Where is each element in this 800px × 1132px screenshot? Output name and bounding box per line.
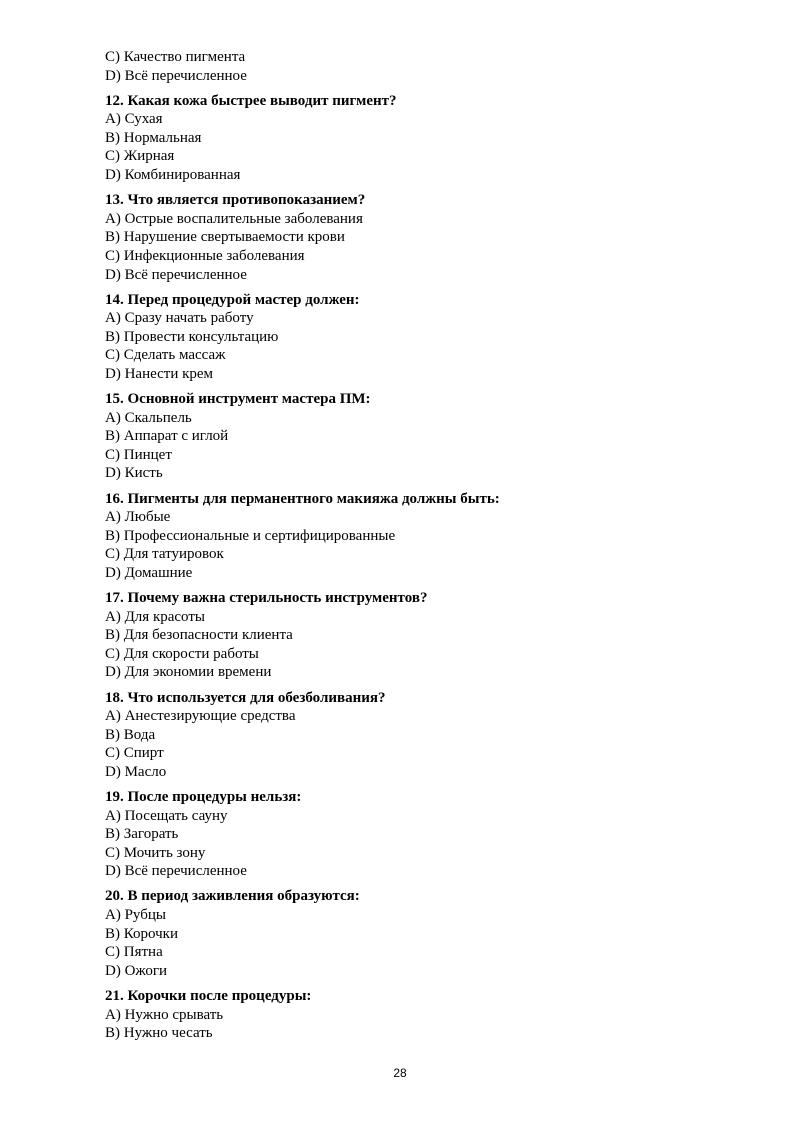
question-block (105, 92, 745, 185)
question-block (105, 48, 745, 85)
question-text: 13. Что является противопоказанием? (105, 192, 366, 209)
answer-option: A) Анестезирующие средства (105, 708, 296, 725)
answer-option: A) Любые (105, 509, 171, 526)
question-block (105, 887, 745, 980)
question-block (105, 589, 745, 682)
answer-option: B) Профессиональные и сертифицированные (105, 527, 396, 544)
question-text: 19. После процедуры нельзя: (105, 788, 302, 805)
answer-option: C) Спирт (105, 745, 164, 762)
question-text: 20. В период заживления образуются: (105, 888, 360, 905)
answer-option: B) Нужно чесать (105, 1025, 213, 1042)
answer-option: B) Загорать (105, 826, 179, 843)
answer-option: A) Нужно срывать (105, 1006, 224, 1023)
answer-option: D) Масло (105, 763, 167, 780)
answer-option: D) Ожоги (105, 962, 168, 979)
answer-option: A) Посещать сауну (105, 807, 228, 824)
answer-option: D) Комбинированная (105, 167, 241, 184)
question-block (105, 987, 745, 1043)
answer-option: A) Скальпель (105, 409, 192, 426)
answer-option: D) Всё перечисленное (105, 266, 247, 283)
answer-option: C) Пятна (105, 944, 163, 961)
question-block (105, 788, 745, 881)
question-text: 17. Почему важна стерильность инструментов? (105, 590, 428, 607)
answer-option: C) Мочить зону (105, 844, 206, 861)
answer-option: B) Вода (105, 726, 156, 743)
answer-option: B) Нарушение свертываемости крови (105, 229, 345, 246)
answer-option: B) Провести консультацию (105, 328, 279, 345)
answer-option: D) Всё перечисленное (105, 67, 247, 84)
question-block (105, 490, 745, 583)
question-text: 16. Пигменты для перманентного макияжа должны быть: (105, 490, 500, 507)
question-text: 21. Корочки после процедуры: (105, 987, 312, 1004)
answer-option: B) Для безопасности клиента (105, 627, 293, 644)
answer-option: C) Качество пигмента (105, 49, 246, 65)
answer-option: A) Сразу начать работу (105, 310, 254, 327)
question-text: 14. Перед процедурой мастер должен: (105, 291, 360, 308)
answer-option: C) Жирная (105, 148, 175, 165)
document-content (105, 48, 745, 1043)
answer-option: C) Сделать массаж (105, 347, 226, 364)
answer-option: C) Для татуировок (105, 546, 224, 563)
question-text: 15. Основной инструмент мастера ПМ: (105, 391, 371, 408)
question-block (105, 291, 745, 384)
answer-option: A) Сухая (105, 111, 163, 128)
answer-option: A) Острые воспалительные заболевания (105, 210, 363, 227)
answer-option: C) Инфекционные заболевания (105, 247, 305, 264)
answer-option: B) Нормальная (105, 129, 202, 146)
answer-option: A) Для красоты (105, 608, 205, 625)
answer-option: B) Корочки (105, 925, 178, 942)
question-block (105, 689, 745, 782)
question-text: 12. Какая кожа быстрее выводит пигмент? (105, 92, 397, 109)
question-block (105, 191, 745, 284)
page-number: 28 (393, 1066, 407, 1080)
answer-option: D) Всё перечисленное (105, 863, 247, 880)
question-text: 18. Что используется для обезболивания? (105, 689, 386, 706)
answer-option: D) Кисть (105, 465, 163, 482)
answer-option: A) Рубцы (105, 907, 166, 924)
answer-option: D) Нанести крем (105, 366, 214, 382)
answer-option: C) Для скорости работы (105, 645, 259, 662)
answer-option: C) Пинцет (105, 446, 172, 463)
answer-option: B) Аппарат с иглой (105, 428, 229, 445)
answer-option: D) Домашние (105, 564, 193, 581)
answer-option: D) Для экономии времени (105, 664, 272, 681)
question-block (105, 390, 745, 483)
